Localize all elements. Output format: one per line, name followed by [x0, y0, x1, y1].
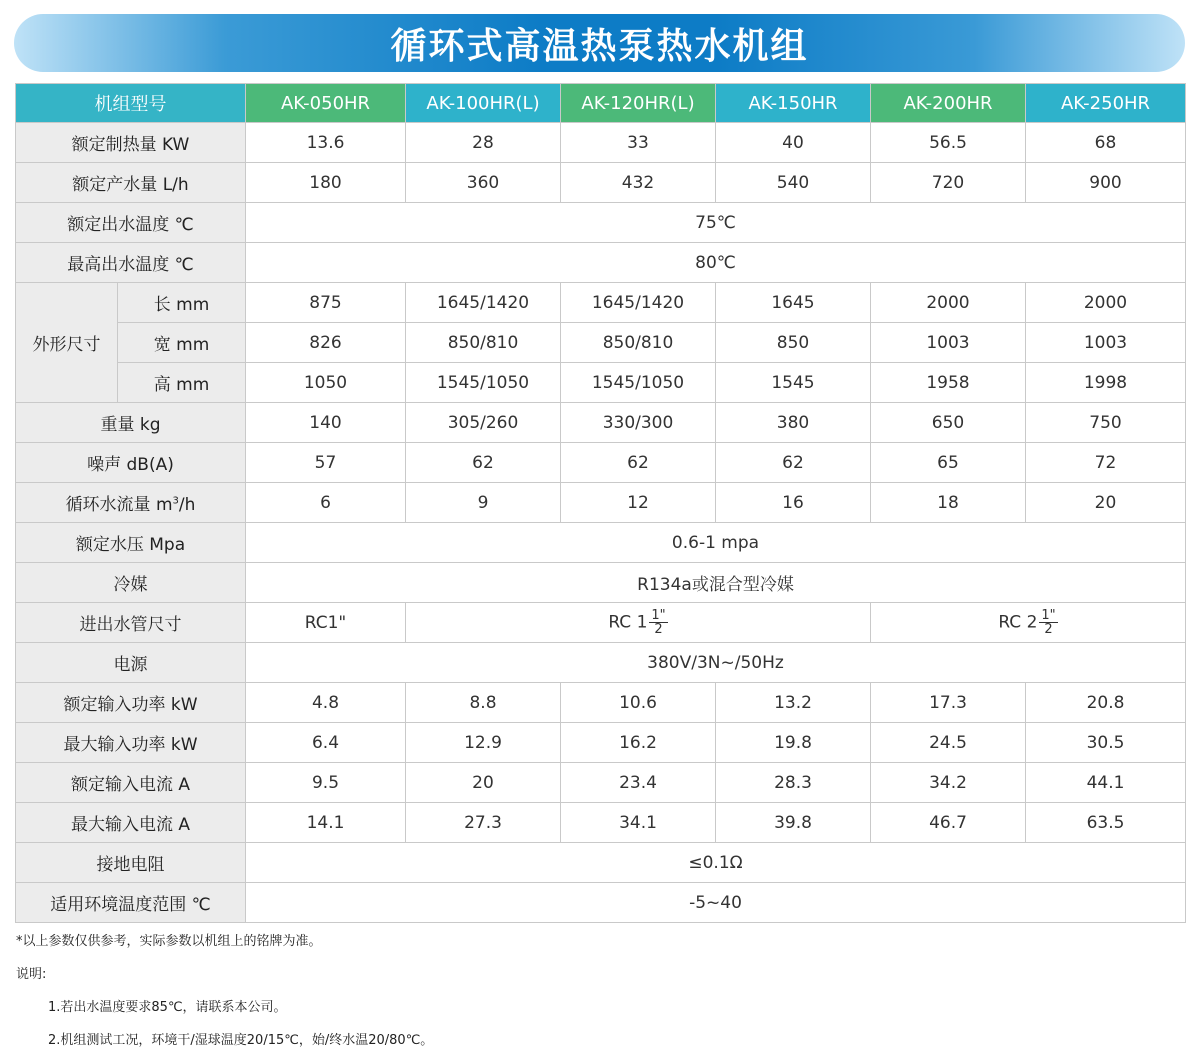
table-row — [16, 603, 1186, 643]
table-cell — [406, 603, 871, 643]
table-cell: 1998 — [1026, 363, 1186, 403]
table-cell: 4.8 — [246, 683, 406, 723]
table-cell: 2000 — [871, 283, 1026, 323]
table-cell: 13.6 — [246, 123, 406, 163]
table-cell: 18 — [871, 483, 1026, 523]
page-title: 循环式高温热泵热水机组 — [390, 25, 809, 67]
table-row — [16, 723, 1186, 763]
table-cell: 0.6-1 mpa — [246, 523, 1186, 563]
table-cell: 850/810 — [561, 323, 716, 363]
fraction-denominator: 2 — [1044, 622, 1053, 637]
table-cell: 9 — [406, 483, 561, 523]
table-cell: 17.3 — [871, 683, 1026, 723]
sub-label: 宽 mm — [118, 323, 246, 363]
table-cell: 14.1 — [246, 803, 406, 843]
table-row — [16, 643, 1186, 683]
table-cell: 20.8 — [1026, 683, 1186, 723]
table-cell: 12.9 — [406, 723, 561, 763]
table-row — [16, 843, 1186, 883]
table-row — [16, 163, 1186, 203]
table-cell: 1645 — [716, 283, 871, 323]
table-cell: 40 — [716, 123, 871, 163]
row-label: 最大输入功率 kW — [16, 723, 246, 763]
row-label-text: 循环水流量 m — [65, 495, 173, 515]
row-label: 电源 — [16, 643, 246, 683]
row-label: 额定输入功率 kW — [16, 683, 246, 723]
fraction — [649, 609, 667, 636]
numerator-value: 1 — [1041, 608, 1050, 623]
model-header: AK-100HR(L) — [406, 84, 561, 123]
table-row — [16, 483, 1186, 523]
table-cell: RC1" — [246, 603, 406, 643]
row-label: 额定产水量 L/h — [16, 163, 246, 203]
row-label: 额定制热量 KW — [16, 123, 246, 163]
table-cell: 62 — [716, 443, 871, 483]
table-cell: 380V/3N~/50Hz — [246, 643, 1186, 683]
disclaimer-note: *以上参数仅供参考，实际参数以机组上的铭牌为准。 — [16, 934, 322, 949]
inch-mark: " — [1049, 608, 1056, 623]
table-cell: 850 — [716, 323, 871, 363]
pipe-size-prefix: RC 1 — [608, 612, 648, 633]
row-label: 冷媒 — [16, 563, 246, 603]
fraction-denominator: 2 — [654, 622, 663, 637]
table-cell: 63.5 — [1026, 803, 1186, 843]
table-row — [16, 523, 1186, 563]
table-cell: 39.8 — [716, 803, 871, 843]
row-label: 额定水压 Mpa — [16, 523, 246, 563]
table-cell: 65 — [871, 443, 1026, 483]
table-cell: 56.5 — [871, 123, 1026, 163]
table-cell: 57 — [246, 443, 406, 483]
row-label: 最高出水温度 ℃ — [16, 243, 246, 283]
row-label — [16, 483, 246, 523]
table-cell: 540 — [716, 163, 871, 203]
table-cell: 1645/1420 — [406, 283, 561, 323]
table-row — [16, 283, 1186, 323]
table-row — [16, 763, 1186, 803]
table-cell: 28 — [406, 123, 561, 163]
table-cell: 720 — [871, 163, 1026, 203]
table-cell: 1545 — [716, 363, 871, 403]
table-cell: 330/300 — [561, 403, 716, 443]
table-cell — [871, 603, 1186, 643]
table-cell: -5~40 — [246, 883, 1186, 923]
table-cell: 19.8 — [716, 723, 871, 763]
table-row — [16, 443, 1186, 483]
table-cell: 72 — [1026, 443, 1186, 483]
table-row — [16, 203, 1186, 243]
table-cell: 1545/1050 — [561, 363, 716, 403]
sub-label: 长 mm — [118, 283, 246, 323]
header-label: 机组型号 — [16, 84, 246, 123]
table-row — [16, 883, 1186, 923]
table-cell: 1545/1050 — [406, 363, 561, 403]
table-cell: 33 — [561, 123, 716, 163]
table-cell: 380 — [716, 403, 871, 443]
model-header: AK-120HR(L) — [561, 84, 716, 123]
fraction-numerator — [649, 609, 667, 623]
table-cell: 46.7 — [871, 803, 1026, 843]
table-cell: 34.2 — [871, 763, 1026, 803]
table-cell: 900 — [1026, 163, 1186, 203]
row-label: 噪声 dB(A) — [16, 443, 246, 483]
table-cell: 20 — [1026, 483, 1186, 523]
pipe-size-prefix: RC 2 — [998, 612, 1038, 633]
row-label: 接地电阻 — [16, 843, 246, 883]
table-cell: 2000 — [1026, 283, 1186, 323]
table-cell: 30.5 — [1026, 723, 1186, 763]
note-item: 1.若出水温度要求85℃，请联系本公司。 — [48, 1000, 287, 1015]
table-cell: 305/260 — [406, 403, 561, 443]
table-cell: 850/810 — [406, 323, 561, 363]
table-cell: 750 — [1026, 403, 1186, 443]
notes-title: 说明: — [16, 967, 47, 982]
table-row — [16, 563, 1186, 603]
table-cell: 80℃ — [246, 243, 1186, 283]
table-cell: 8.8 — [406, 683, 561, 723]
table-cell: 1645/1420 — [561, 283, 716, 323]
table-cell: 68 — [1026, 123, 1186, 163]
title-banner — [14, 14, 1185, 72]
table-cell: 1003 — [1026, 323, 1186, 363]
table-cell: 62 — [406, 443, 561, 483]
table-cell: 10.6 — [561, 683, 716, 723]
row-label: 外形尺寸 — [16, 283, 118, 403]
row-label: 额定输入电流 A — [16, 763, 246, 803]
superscript: 3 — [172, 495, 179, 507]
table-cell: ≤0.1Ω — [246, 843, 1186, 883]
inch-mark: " — [659, 608, 666, 623]
table-cell: 75℃ — [246, 203, 1186, 243]
table-row — [16, 123, 1186, 163]
table-cell: 16 — [716, 483, 871, 523]
table-cell: 13.2 — [716, 683, 871, 723]
row-label-suffix: /h — [178, 495, 196, 515]
table-cell: 650 — [871, 403, 1026, 443]
table-row — [16, 363, 1186, 403]
row-label: 适用环境温度范围 ℃ — [16, 883, 246, 923]
table-cell: 1958 — [871, 363, 1026, 403]
model-header: AK-250HR — [1026, 84, 1186, 123]
table-row — [16, 803, 1186, 843]
row-label: 最大输入电流 A — [16, 803, 246, 843]
table-cell: 20 — [406, 763, 561, 803]
table-cell: 6.4 — [246, 723, 406, 763]
table-cell: 140 — [246, 403, 406, 443]
table-cell: 62 — [561, 443, 716, 483]
sub-label: 高 mm — [118, 363, 246, 403]
row-label: 重量 kg — [16, 403, 246, 443]
model-header: AK-050HR — [246, 84, 406, 123]
table-cell: 432 — [561, 163, 716, 203]
row-label: 额定出水温度 ℃ — [16, 203, 246, 243]
table-cell: 34.1 — [561, 803, 716, 843]
numerator-value: 1 — [651, 608, 660, 623]
table-cell: 1003 — [871, 323, 1026, 363]
note-item: 2.机组测试工况，环境干/湿球温度20/15℃，始/终水温20/80℃。 — [48, 1033, 434, 1048]
table-row — [16, 243, 1186, 283]
table-cell: 9.5 — [246, 763, 406, 803]
table-cell: R134a或混合型冷媒 — [246, 563, 1186, 603]
table-cell: 875 — [246, 283, 406, 323]
fraction-numerator — [1039, 609, 1057, 623]
table-cell: 44.1 — [1026, 763, 1186, 803]
model-header: AK-200HR — [871, 84, 1026, 123]
header-row — [16, 84, 1186, 123]
model-header: AK-150HR — [716, 84, 871, 123]
notes-section — [16, 930, 1176, 1062]
table-cell: 826 — [246, 323, 406, 363]
table-row — [16, 403, 1186, 443]
fraction — [1039, 609, 1057, 636]
table-cell: 24.5 — [871, 723, 1026, 763]
table-cell: 180 — [246, 163, 406, 203]
table-cell: 16.2 — [561, 723, 716, 763]
table-cell: 6 — [246, 483, 406, 523]
table-cell: 27.3 — [406, 803, 561, 843]
table-cell: 23.4 — [561, 763, 716, 803]
table-cell: 360 — [406, 163, 561, 203]
spec-table — [15, 83, 1186, 923]
row-label: 进出水管尺寸 — [16, 603, 246, 643]
table-row — [16, 683, 1186, 723]
table-cell: 28.3 — [716, 763, 871, 803]
table-row — [16, 323, 1186, 363]
table-cell: 12 — [561, 483, 716, 523]
table-cell: 1050 — [246, 363, 406, 403]
